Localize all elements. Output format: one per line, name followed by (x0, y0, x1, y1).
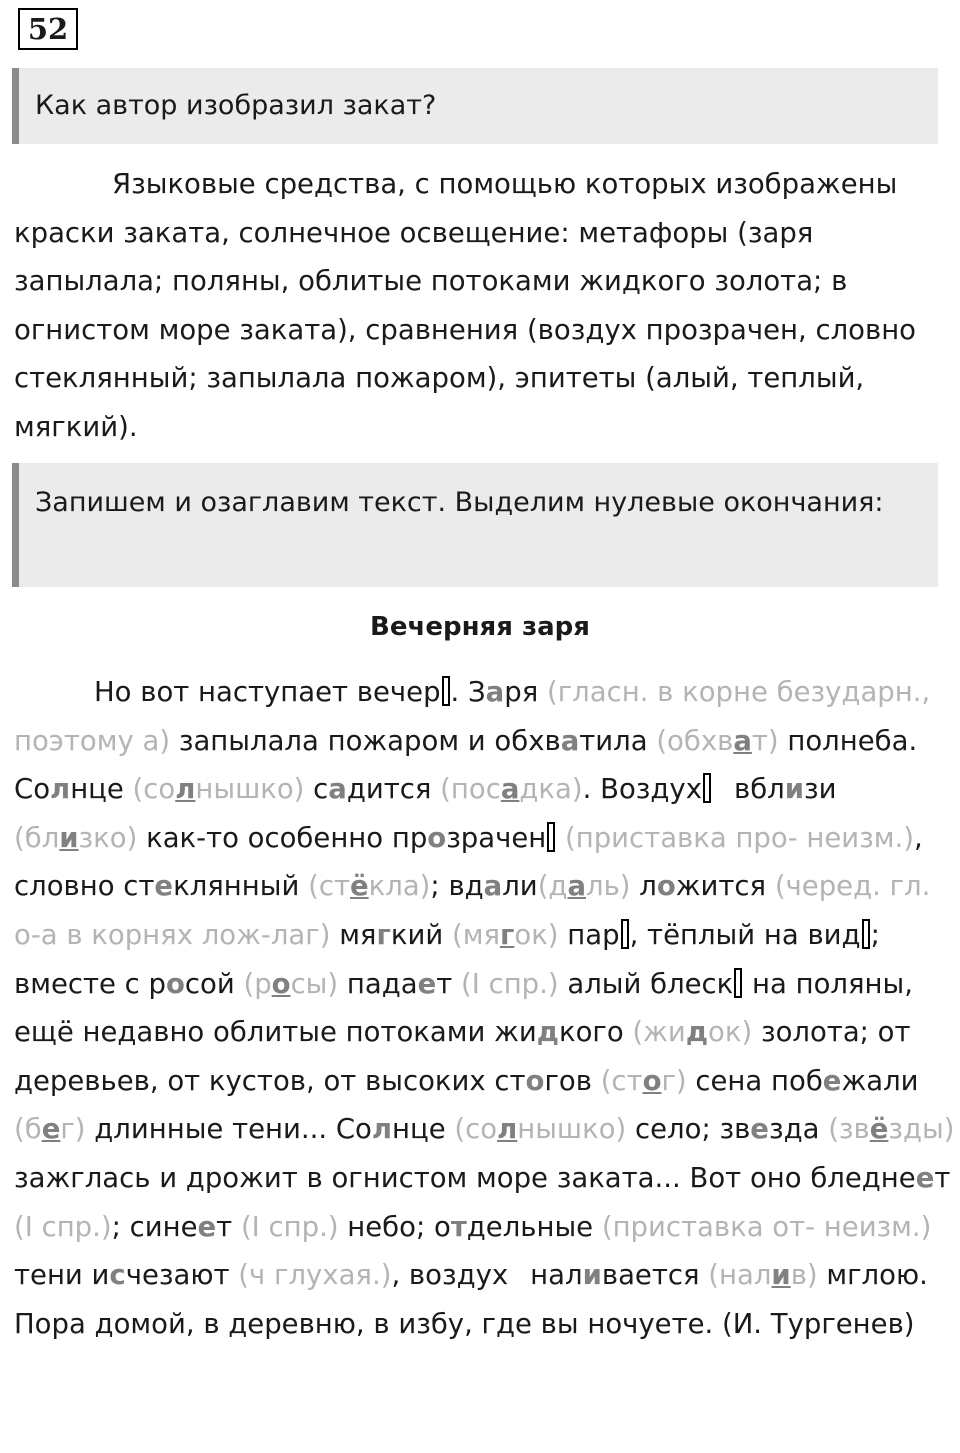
note-run: зды) (888, 1113, 955, 1146)
text-run: пада (346, 967, 418, 1000)
text-run: небо; о (338, 1210, 451, 1243)
highlight-letter: и (582, 1259, 602, 1292)
text-run: золота; от деревьев, от кустов, от высоких ст (14, 1016, 911, 1097)
text-run: пар (558, 918, 620, 951)
grammar-note: (приставка от- неизм.) (601, 1210, 932, 1243)
highlight-letter: а (328, 773, 347, 806)
note-letter: л (175, 773, 196, 806)
highlight-letter: е (915, 1161, 935, 1194)
grammar-note (243, 968, 338, 1000)
grammar-note (601, 1065, 687, 1097)
note-letter: л (497, 1113, 518, 1146)
text-run: . З (450, 676, 486, 708)
grammar-note: (I спр.) (240, 1210, 339, 1243)
text-run: сой (184, 967, 244, 1000)
highlight-letter: о (427, 821, 447, 854)
question-block-1 (12, 68, 938, 144)
note-run: (пос (440, 773, 501, 806)
text-run: Воздух (600, 773, 702, 806)
question-block-2 (12, 463, 938, 587)
note-run: (зв (828, 1113, 870, 1146)
text-run: гов (544, 1064, 601, 1097)
note-letter: г (500, 918, 515, 951)
text-run: тени и (14, 1259, 110, 1292)
text-run: тила (579, 724, 657, 757)
text-run: дельные (466, 1210, 602, 1243)
note-run: нышко) (517, 1113, 627, 1146)
note-run: (р (243, 967, 272, 1000)
text-run: на поляны, ещё недавно облитые потоками жи (14, 967, 913, 1049)
highlight-letter: о (166, 967, 185, 1000)
text-run: ; (430, 870, 440, 903)
note-run: (со (454, 1113, 498, 1146)
note-run: (мя (451, 918, 500, 951)
highlight-letter: т (450, 1210, 467, 1243)
text-run: . (582, 773, 592, 806)
note-run: (б (14, 1113, 42, 1146)
note-run: кла) (368, 870, 431, 903)
text-run: вбл (734, 773, 785, 806)
note-letter: ё (349, 870, 369, 903)
text-run: запылала пожаром и обхв (170, 724, 561, 757)
grammar-note (440, 773, 582, 805)
highlight-letter: е (197, 1210, 217, 1243)
text-run: зда (768, 1113, 829, 1146)
highlight-letter: с (109, 1259, 126, 1292)
note-letter: и (771, 1259, 791, 1292)
text-run: ря (504, 676, 547, 708)
question-2-text: Запишем и озаглавим текст. Выделим нулевые окончания: (35, 487, 884, 518)
note-run: т) (751, 724, 779, 757)
note-run: ок) (708, 1016, 753, 1049)
highlight-letter: г (376, 918, 391, 951)
highlight-letter: а (560, 724, 580, 757)
grammar-note: (черед. гл. о-а в корнях лож-лаг) (14, 870, 931, 951)
answer-1-text: Языковые средства, с помощью которых изображены краски заката, солнечное освещение: метафоры (заря запылала; поляны, облитые потоками жидкого золота; в огнистом море заката), сравнения (воздух прозрачен, словно стеклянный; запылала пожаром), эпитеты (алый, теплый, мягкий). (14, 168, 916, 443)
text-run: жится (675, 870, 775, 903)
grammar-note (632, 1016, 752, 1048)
text-run: ли (502, 870, 538, 903)
grammar-note (14, 822, 137, 854)
text-run: т (934, 1161, 951, 1194)
story-title: Вечерняя заря (370, 612, 590, 642)
text-run: нал (530, 1259, 583, 1292)
null-ending-marker (862, 919, 870, 949)
highlight-letter: е (417, 967, 437, 1000)
note-letter: и (59, 821, 79, 854)
text-run: алый блеск (558, 967, 734, 1000)
question-1-text: Как автор изобразил закат? (35, 90, 437, 121)
grammar-note (656, 725, 778, 757)
text-run: чезают (125, 1259, 239, 1292)
note-letter: о (642, 1064, 662, 1097)
highlight-letter: л (371, 1113, 393, 1146)
text-run: Но вот наступает вечер (94, 676, 441, 708)
note-run: нышко) (195, 773, 305, 806)
text-run: ; вместе с р (14, 918, 880, 1000)
highlight-letter: а (485, 676, 505, 708)
highlight-letter: а (483, 870, 503, 903)
text-run: с (304, 773, 329, 806)
note-letter: а (567, 870, 586, 903)
note-letter: а (733, 724, 752, 757)
text-run: зрачен (446, 821, 547, 854)
text-run: клянный (173, 870, 309, 903)
null-ending-marker (442, 676, 450, 706)
text-run: дится (346, 773, 441, 806)
grammar-note: (ч глухая.) (238, 1259, 392, 1292)
highlight-letter: л (50, 773, 71, 806)
text-run: , тёплый на вид (629, 918, 861, 951)
highlight-letter: е (154, 870, 174, 903)
highlight-letter: д (536, 1016, 559, 1049)
text-run: т (216, 1210, 241, 1243)
note-run: (со (132, 773, 176, 806)
text-run: мя (339, 918, 377, 951)
grammar-note: (приставка про- неизм.) (565, 821, 914, 854)
text-run: , воздух (391, 1259, 509, 1292)
text-run: мглою. Пора домой, в деревню, в избу, где вы ночуете. (И. Тургенев) (14, 1259, 928, 1340)
text-run: длинные тени... Со (85, 1113, 372, 1146)
text-run: кого (558, 1016, 633, 1049)
note-run: г) (661, 1064, 687, 1097)
grammar-note (308, 870, 430, 902)
highlight-letter: е (822, 1064, 842, 1097)
null-ending-marker (547, 822, 555, 852)
note-run: г) (60, 1113, 86, 1146)
text-run: зажглась и дрожит в огнистом море заката... Вот оно бледне (14, 1161, 916, 1194)
highlight-letter: о (525, 1064, 545, 1097)
text-run: нце (392, 1113, 455, 1146)
text-run: , словно ст (14, 821, 923, 903)
text-run: как-то особенно пр (137, 821, 428, 854)
null-ending-marker (621, 919, 629, 949)
story-text (14, 668, 959, 1348)
note-run: (нал (708, 1259, 772, 1292)
grammar-note (538, 870, 631, 902)
grammar-note: (I спр.) (461, 967, 559, 1000)
highlight-letter: е (750, 1113, 769, 1146)
note-letter: а (500, 773, 520, 806)
grammar-note (708, 1259, 817, 1291)
note-run: (ст (600, 1064, 643, 1097)
text-run: зи (804, 773, 837, 806)
answer-paragraph (14, 160, 944, 451)
grammar-note: (гласн. в корне безударн., поэтому а) (14, 676, 931, 757)
text-run: вд (448, 870, 484, 903)
note-run: (бл (14, 821, 60, 854)
null-ending-marker (703, 773, 711, 803)
note-run: ок) (514, 918, 559, 951)
grammar-note (14, 1113, 86, 1145)
text-run: л (630, 870, 657, 903)
note-run: дка) (519, 773, 583, 806)
text-run: село; зв (626, 1113, 751, 1146)
grammar-note: (I спр.) (14, 1210, 112, 1243)
text-run: т (436, 967, 461, 1000)
note-run: (жи (632, 1016, 686, 1049)
note-run: в) (790, 1259, 818, 1292)
note-letter: е (41, 1113, 61, 1146)
note-run: ль) (586, 870, 631, 903)
grammar-note (452, 919, 559, 951)
grammar-note (133, 773, 305, 805)
grammar-note (828, 1113, 954, 1145)
grammar-note (454, 1113, 626, 1145)
note-letter: д (685, 1016, 709, 1049)
text-run: нце (70, 773, 133, 806)
note-run: сы) (290, 967, 339, 1000)
null-ending-marker (734, 968, 742, 998)
text-run: кий (390, 918, 452, 951)
note-run: (д (537, 870, 568, 903)
note-letter: ё (869, 1113, 889, 1146)
text-run: ; сине (111, 1210, 198, 1243)
note-run: (обхв (656, 724, 734, 757)
note-letter: о (271, 967, 291, 1000)
highlight-letter: и (784, 773, 805, 806)
text-run: сена поб (686, 1064, 823, 1097)
text-run: вается (601, 1259, 709, 1292)
task-number: 52 (18, 8, 78, 50)
text-run: жали (841, 1064, 919, 1097)
text-run: полнеба. Со (14, 724, 918, 806)
note-run: (ст (308, 870, 350, 903)
highlight-letter: о (656, 870, 676, 903)
note-run: зко) (78, 821, 138, 854)
